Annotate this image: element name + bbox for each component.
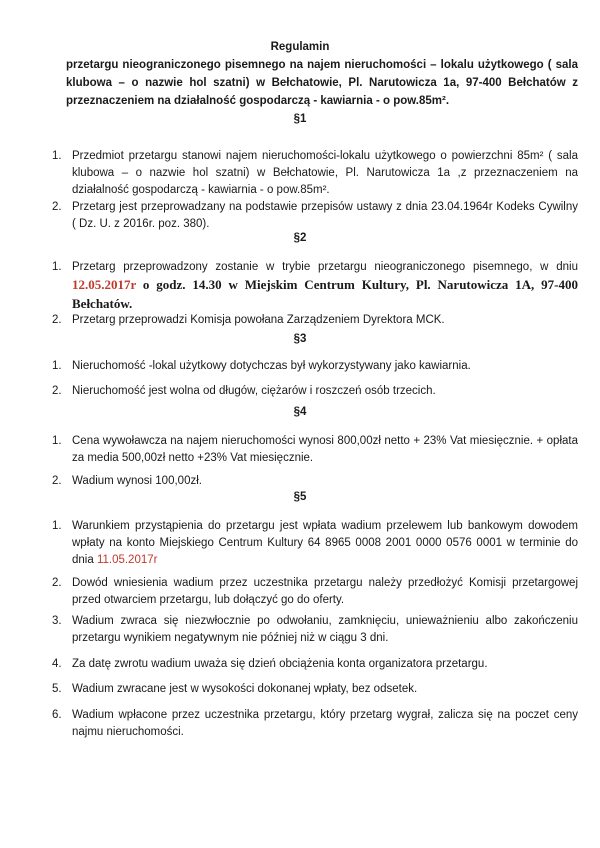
list-item-text — [72, 681, 578, 698]
section-heading: §2 — [293, 232, 307, 244]
section-heading: §1 — [293, 113, 307, 125]
list-item-text — [72, 707, 578, 741]
text-run: Cena wywoławcza na najem nieruchomości wynosi 800,00zł netto + 23% Vat miesięcznie. + opłata za media 500,00zł netto +23% Vat miesięcznie. — [72, 435, 578, 464]
list-item-text — [72, 199, 578, 233]
list-item-number: 2. — [52, 475, 62, 487]
list-item-number: 4. — [52, 658, 62, 670]
text-run: Warunkiem przystąpienia do przetargu jest wpłata wadium przelewem lub bankowym dowodem wpłaty na konto Miejskiego Centrum Kultury 64 8965 0008 2001 0000 0576 0001 w terminie do dnia — [72, 520, 578, 566]
text-run: o godz. 14.30 w Miejskim Centrum Kultury, Pl. Narutowicza 1A, 97-400 Bełchatów. — [72, 277, 578, 311]
list-item-number: 1. — [52, 261, 62, 273]
list-item-text — [72, 148, 578, 199]
list-item — [52, 575, 578, 609]
list-item — [52, 259, 578, 314]
list-item-text — [72, 656, 578, 673]
section-heading: §4 — [293, 406, 307, 418]
highlighted-date: 12.05.2017r — [72, 277, 137, 292]
list-item-number: 2. — [52, 577, 62, 589]
text-run: Wadium zwracane jest w wysokości dokonanej wpłaty, bez odsetek. — [72, 683, 418, 695]
list-item — [52, 358, 578, 375]
section-heading: §5 — [293, 491, 307, 503]
list-item-number: 1. — [52, 360, 62, 372]
text-run: Przedmiot przetargu stanowi najem nieruchomości-lokalu użytkowego o powierzchni 85m² ( sala klubowa – o nazwie hol szatni) w Bełchatowie, Pl. Narutowicza 1a ,z przeznaczeniem na działalność gospodarczą - kawiarnia - o pow.85m². — [72, 150, 578, 196]
text-run: Przetarg przeprowadzony zostanie w trybie przetargu nieograniczonego pisemnego, w dniu — [72, 261, 578, 273]
text-run: Wadium wpłacone przez uczestnika przetargu, który przetarg wygrał, zalicza się na poczet ceny najmu nieruchomości. — [72, 709, 578, 738]
text-run: Nieruchomość -lokal użytkowy dotychczas był wykorzystywany jako kawiarnia. — [72, 360, 471, 372]
list-item-text — [72, 613, 578, 647]
list-item-number: 2. — [52, 314, 62, 326]
text-run: Nieruchomość jest wolna od długów, ciężarów i roszczeń osób trzecich. — [72, 385, 436, 397]
list-item-text — [72, 433, 578, 467]
text-run: Dowód wniesienia wadium przez uczestnika przetargu należy przedłożyć Komisji przetargowej przed otwarciem przetargu, lub dołączyć go do oferty. — [72, 577, 578, 606]
list-item-number: 1. — [52, 435, 62, 447]
list-item-text — [72, 383, 578, 400]
text-run: Za datę zwrotu wadium uważa się dzień obciążenia konta organizatora przetargu. — [72, 658, 488, 670]
list-item-number: 2. — [52, 201, 62, 213]
list-item — [52, 473, 578, 490]
list-item-number: 6. — [52, 709, 62, 721]
list-item-number: 2. — [52, 385, 62, 397]
list-item-number: 1. — [52, 150, 62, 162]
list-item — [52, 383, 578, 400]
list-item-number: 5. — [52, 683, 62, 695]
document-intro: przetargu nieograniczonego pisemnego na najem nieruchomości – lokalu użytkowego ( sala klubowa – o nazwie hol szatni) w Bełchatowie, Pl. Narutowicza 1a, 97-400 Bełchatów z przeznaczeniem na działalność gospodarczą - kawiarnia - o pow.85m². — [66, 59, 578, 107]
list-item-text — [72, 312, 578, 329]
text-run: Wadium zwraca się niezwłocznie po odwołaniu, zamknięciu, unieważnieniu albo zakończeniu przetargu wynikiem negatywnym nie później niż w ciągu 3 dni. — [72, 615, 578, 644]
list-item-number: 3. — [52, 615, 62, 627]
list-item-text — [72, 473, 578, 490]
list-item-number: 1. — [52, 520, 62, 532]
list-item — [52, 613, 578, 647]
highlighted-date: 11.05.2017r — [96, 554, 158, 566]
list-item — [52, 656, 578, 673]
list-item-text — [72, 259, 578, 314]
section-heading: §3 — [293, 333, 307, 345]
text-run: Przetarg przeprowadzi Komisja powołana Zarządzeniem Dyrektora MCK. — [72, 314, 445, 326]
list-item — [52, 148, 578, 199]
list-item — [52, 312, 578, 329]
text-run: Przetarg jest przeprowadzany na podstawie przepisów ustawy z dnia 23.04.1964r Kodeks Cywilny ( Dz. U. z 2016r. poz. 380). — [72, 201, 578, 230]
text-run: Wadium wynosi 100,00zł. — [72, 475, 202, 487]
list-item — [52, 433, 578, 467]
list-item — [52, 681, 578, 698]
list-item — [52, 518, 578, 569]
document-title: Regulamin — [270, 41, 330, 53]
list-item-text — [72, 358, 578, 375]
list-item — [52, 707, 578, 741]
list-item-text — [72, 575, 578, 609]
list-item — [52, 199, 578, 233]
list-item-text — [72, 518, 578, 569]
